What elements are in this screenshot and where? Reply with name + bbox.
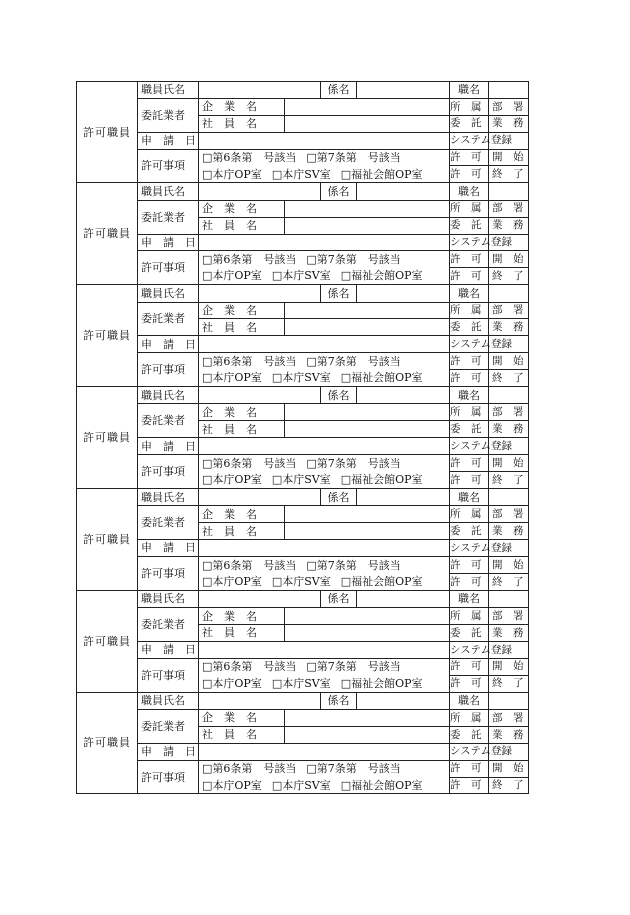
- job-title-field[interactable]: [489, 489, 529, 506]
- article6-checkbox[interactable]: □第6条第 号該当: [202, 253, 297, 267]
- article-options: [199, 556, 450, 573]
- room-welfare-checkbox[interactable]: □福祉会館OP室: [340, 676, 423, 690]
- section-label: 係名: [321, 387, 357, 404]
- contractor-label: 委託業者: [138, 200, 199, 234]
- room-options: [199, 675, 450, 692]
- company-name-label: 企 業 名: [199, 302, 285, 319]
- apply-date-label: 申 請 日: [138, 132, 199, 149]
- contractor-label: 委託業者: [138, 506, 199, 540]
- job-title-field[interactable]: [489, 183, 529, 200]
- contractor-label: 委託業者: [138, 709, 199, 743]
- room-sv-checkbox[interactable]: □本庁SV室: [271, 778, 331, 792]
- room-sv-checkbox[interactable]: □本庁SV室: [271, 473, 331, 487]
- permit-items-label: 許可事項: [138, 251, 199, 285]
- article7-checkbox[interactable]: □第7条第 号該当: [306, 253, 401, 267]
- permit-end-label: 許 可 終 了: [450, 777, 489, 794]
- article6-checkbox[interactable]: □第6条第 号該当: [202, 558, 297, 572]
- employee-name-label: 社 員 名: [199, 319, 285, 336]
- permit-block: [76, 489, 529, 591]
- department-label: 所 属 部 署: [450, 404, 489, 421]
- staff-name-field[interactable]: [199, 285, 321, 302]
- room-options: [199, 370, 450, 387]
- staff-name-label: 職員氏名: [138, 489, 199, 506]
- article6-checkbox[interactable]: □第6条第 号該当: [202, 660, 297, 674]
- company-name-field[interactable]: [285, 200, 450, 217]
- article-options: [199, 658, 450, 675]
- employee-name-field[interactable]: [285, 625, 450, 642]
- apply-date-field[interactable]: [199, 743, 450, 760]
- permit-end-label: 許 可 終 了: [450, 370, 489, 387]
- section-field[interactable]: [357, 285, 450, 302]
- contractor-label: 委託業者: [138, 608, 199, 642]
- section-label: 係名: [321, 693, 357, 710]
- contract-work-label: 委 託 業 務: [450, 319, 489, 336]
- job-title-field[interactable]: [489, 693, 529, 710]
- job-title-label: 職名: [450, 82, 489, 99]
- permit-staff-label: 許可職員: [77, 591, 138, 692]
- permit-start-label: 許 可 開 始: [450, 251, 489, 268]
- section-field[interactable]: [357, 489, 450, 506]
- contractor-label: 委託業者: [138, 98, 199, 132]
- permit-end-label: 許 可 終 了: [450, 166, 489, 183]
- employee-name-label: 社 員 名: [199, 625, 285, 642]
- section-field[interactable]: [357, 693, 450, 710]
- job-title-field[interactable]: [489, 591, 529, 608]
- room-options: [199, 268, 450, 285]
- room-op-checkbox[interactable]: □本庁OP室: [202, 676, 262, 690]
- job-title-label: 職名: [450, 387, 489, 404]
- article6-checkbox[interactable]: □第6条第 号該当: [202, 151, 297, 165]
- article7-checkbox[interactable]: □第7条第 号該当: [306, 354, 401, 368]
- employee-name-label: 社 員 名: [199, 115, 285, 132]
- department-label: 所 属 部 署: [450, 200, 489, 217]
- article7-checkbox[interactable]: □第7条第 号該当: [306, 558, 401, 572]
- job-title-label: 職名: [450, 285, 489, 302]
- room-welfare-checkbox[interactable]: □福祉会館OP室: [340, 167, 423, 181]
- room-op-checkbox[interactable]: □本庁OP室: [202, 473, 262, 487]
- room-options: [199, 166, 450, 183]
- company-name-field[interactable]: [285, 506, 450, 523]
- apply-date-label: 申 請 日: [138, 234, 199, 251]
- employee-name-field[interactable]: [285, 523, 450, 540]
- employee-name-field[interactable]: [285, 319, 450, 336]
- employee-name-field[interactable]: [285, 115, 450, 132]
- apply-date-field[interactable]: [199, 540, 450, 557]
- section-label: 係名: [321, 285, 357, 302]
- permit-staff-label: 許可職員: [77, 183, 138, 284]
- permit-start-label: 許 可 開 始: [450, 556, 489, 573]
- employee-name-field[interactable]: [285, 726, 450, 743]
- article7-checkbox[interactable]: □第7条第 号該当: [306, 762, 401, 776]
- staff-name-label: 職員氏名: [138, 387, 199, 404]
- article-options: [199, 455, 450, 472]
- room-op-checkbox[interactable]: □本庁OP室: [202, 575, 262, 589]
- staff-name-field[interactable]: [199, 183, 321, 200]
- room-op-checkbox[interactable]: □本庁OP室: [202, 269, 262, 283]
- company-name-label: 企 業 名: [199, 608, 285, 625]
- permit-items-label: 許可事項: [138, 149, 199, 183]
- section-field[interactable]: [357, 591, 450, 608]
- job-title-field[interactable]: [489, 387, 529, 404]
- article6-checkbox[interactable]: □第6条第 号該当: [202, 354, 297, 368]
- company-name-field[interactable]: [285, 98, 450, 115]
- article7-checkbox[interactable]: □第7条第 号該当: [306, 660, 401, 674]
- company-name-label: 企 業 名: [199, 98, 285, 115]
- section-label: 係名: [321, 489, 357, 506]
- permit-staff-label: 許可職員: [77, 693, 138, 794]
- system-registration-label: システム登録: [450, 132, 489, 149]
- job-title-label: 職名: [450, 693, 489, 710]
- staff-name-field[interactable]: [199, 489, 321, 506]
- contract-work-label: 委 託 業 務: [450, 523, 489, 540]
- system-registration-label: システム登録: [450, 540, 489, 557]
- employee-name-label: 社 員 名: [199, 217, 285, 234]
- room-welfare-checkbox[interactable]: □福祉会館OP室: [340, 778, 423, 792]
- permit-block: [76, 693, 529, 795]
- apply-date-label: 申 請 日: [138, 641, 199, 658]
- article-options: [199, 149, 450, 166]
- department-label: 所 属 部 署: [450, 98, 489, 115]
- contract-work-label: 委 託 業 務: [450, 726, 489, 743]
- contract-work-label: 委 託 業 務: [450, 115, 489, 132]
- article-options: [199, 353, 450, 370]
- apply-date-field[interactable]: [199, 132, 450, 149]
- room-options: [199, 777, 450, 794]
- permit-block: [76, 285, 529, 387]
- permit-block: [76, 591, 529, 693]
- room-welfare-checkbox[interactable]: □福祉会館OP室: [340, 575, 423, 589]
- apply-date-label: 申 請 日: [138, 743, 199, 760]
- permit-items-label: 許可事項: [138, 353, 199, 387]
- employee-name-field[interactable]: [285, 217, 450, 234]
- contractor-label: 委託業者: [138, 404, 199, 438]
- contract-work-label: 委 託 業 務: [450, 421, 489, 438]
- company-name-field[interactable]: [285, 404, 450, 421]
- employee-name-field[interactable]: [285, 421, 450, 438]
- article6-checkbox[interactable]: □第6条第 号該当: [202, 762, 297, 776]
- company-name-field[interactable]: [285, 608, 450, 625]
- staff-name-label: 職員氏名: [138, 591, 199, 608]
- room-sv-checkbox[interactable]: □本庁SV室: [271, 676, 331, 690]
- department-label: 所 属 部 署: [450, 506, 489, 523]
- permit-staff-label: 許可職員: [77, 387, 138, 488]
- staff-name-label: 職員氏名: [138, 693, 199, 710]
- apply-date-field[interactable]: [199, 438, 450, 455]
- section-label: 係名: [321, 591, 357, 608]
- permit-staff-label: 許可職員: [77, 285, 138, 386]
- room-welfare-checkbox[interactable]: □福祉会館OP室: [340, 371, 423, 385]
- permit-items-label: 許可事項: [138, 760, 199, 794]
- room-welfare-checkbox[interactable]: □福祉会館OP室: [340, 473, 423, 487]
- contractor-label: 委託業者: [138, 302, 199, 336]
- staff-name-field[interactable]: [199, 82, 321, 99]
- company-name-field[interactable]: [285, 709, 450, 726]
- system-registration-label: システム登録: [450, 641, 489, 658]
- job-title-field[interactable]: [489, 82, 529, 99]
- job-title-label: 職名: [450, 489, 489, 506]
- room-options: [199, 573, 450, 590]
- room-options: [199, 471, 450, 488]
- contract-work-label: 委 託 業 務: [450, 217, 489, 234]
- employee-name-label: 社 員 名: [199, 726, 285, 743]
- article7-checkbox[interactable]: □第7条第 号該当: [306, 456, 401, 470]
- department-label: 所 属 部 署: [450, 302, 489, 319]
- job-title-label: 職名: [450, 183, 489, 200]
- apply-date-field[interactable]: [199, 641, 450, 658]
- permit-end-label: 許 可 終 了: [450, 471, 489, 488]
- room-sv-checkbox[interactable]: □本庁SV室: [271, 371, 331, 385]
- room-op-checkbox[interactable]: □本庁OP室: [202, 371, 262, 385]
- apply-date-field[interactable]: [199, 234, 450, 251]
- job-title-label: 職名: [450, 591, 489, 608]
- staff-name-field[interactable]: [199, 591, 321, 608]
- room-welfare-checkbox[interactable]: □福祉会館OP室: [340, 269, 423, 283]
- permit-block: [76, 183, 529, 285]
- section-label: 係名: [321, 82, 357, 99]
- article-options: [199, 760, 450, 777]
- company-name-field[interactable]: [285, 302, 450, 319]
- permit-start-label: 許 可 開 始: [450, 760, 489, 777]
- section-field[interactable]: [357, 387, 450, 404]
- permit-start-label: 許 可 開 始: [450, 353, 489, 370]
- permit-end-label: 許 可 終 了: [450, 675, 489, 692]
- staff-name-field[interactable]: [199, 387, 321, 404]
- system-registration-label: システム登録: [450, 743, 489, 760]
- company-name-label: 企 業 名: [199, 506, 285, 523]
- staff-name-label: 職員氏名: [138, 285, 199, 302]
- apply-date-label: 申 請 日: [138, 336, 199, 353]
- system-registration-label: システム登録: [450, 336, 489, 353]
- company-name-label: 企 業 名: [199, 200, 285, 217]
- permit-block: [76, 387, 529, 489]
- room-op-checkbox[interactable]: □本庁OP室: [202, 778, 262, 792]
- room-sv-checkbox[interactable]: □本庁SV室: [271, 167, 331, 181]
- department-label: 所 属 部 署: [450, 608, 489, 625]
- permit-end-label: 許 可 終 了: [450, 573, 489, 590]
- apply-date-label: 申 請 日: [138, 540, 199, 557]
- staff-name-label: 職員氏名: [138, 82, 199, 99]
- permit-end-label: 許 可 終 了: [450, 268, 489, 285]
- staff-name-field[interactable]: [199, 693, 321, 710]
- permit-items-label: 許可事項: [138, 658, 199, 692]
- system-registration-label: システム登録: [450, 438, 489, 455]
- permit-block: [76, 81, 529, 183]
- section-field[interactable]: [357, 183, 450, 200]
- contract-work-label: 委 託 業 務: [450, 625, 489, 642]
- room-sv-checkbox[interactable]: □本庁SV室: [271, 575, 331, 589]
- article-options: [199, 251, 450, 268]
- permit-staff-label: 許可職員: [77, 82, 138, 183]
- permit-start-label: 許 可 開 始: [450, 658, 489, 675]
- apply-date-field[interactable]: [199, 336, 450, 353]
- job-title-field[interactable]: [489, 285, 529, 302]
- employee-name-label: 社 員 名: [199, 523, 285, 540]
- permit-items-label: 許可事項: [138, 556, 199, 590]
- section-label: 係名: [321, 183, 357, 200]
- permit-start-label: 許 可 開 始: [450, 455, 489, 472]
- article7-checkbox[interactable]: □第7条第 号該当: [306, 151, 401, 165]
- permit-form-list: [76, 81, 528, 794]
- apply-date-label: 申 請 日: [138, 438, 199, 455]
- permit-items-label: 許可事項: [138, 455, 199, 489]
- permit-start-label: 許 可 開 始: [450, 149, 489, 166]
- permit-staff-label: 許可職員: [77, 489, 138, 590]
- system-registration-label: システム登録: [450, 234, 489, 251]
- staff-name-label: 職員氏名: [138, 183, 199, 200]
- room-sv-checkbox[interactable]: □本庁SV室: [271, 269, 331, 283]
- article6-checkbox[interactable]: □第6条第 号該当: [202, 456, 297, 470]
- company-name-label: 企 業 名: [199, 709, 285, 726]
- section-field[interactable]: [357, 82, 450, 99]
- employee-name-label: 社 員 名: [199, 421, 285, 438]
- department-label: 所 属 部 署: [450, 709, 489, 726]
- room-op-checkbox[interactable]: □本庁OP室: [202, 167, 262, 181]
- company-name-label: 企 業 名: [199, 404, 285, 421]
